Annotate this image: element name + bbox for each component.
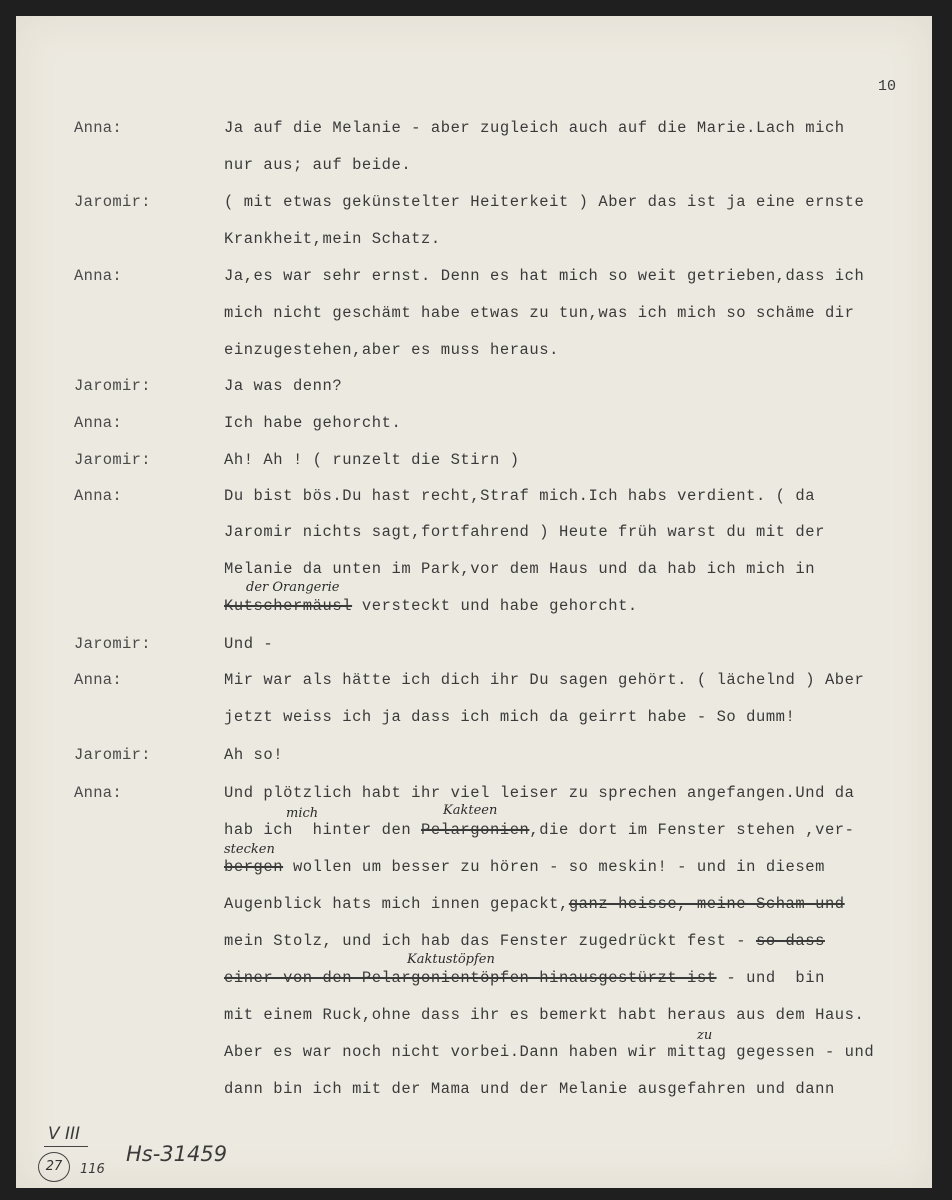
circled-number: 27	[38, 1152, 70, 1182]
handwritten-insertion: Kaktustöpfen	[407, 952, 495, 967]
speaker-label: Jaromir:	[74, 451, 151, 469]
speaker-label: Anna:	[74, 487, 123, 505]
line-text: versteckt und habe gehorcht.	[352, 597, 638, 615]
page-number: 10	[878, 78, 897, 95]
speaker-label: Anna:	[74, 119, 123, 137]
dialogue-line: nur aus; auf beide.	[224, 156, 412, 174]
speaker-label: Anna:	[74, 414, 123, 432]
line-text: hab ich hinter den	[224, 821, 422, 839]
line-text: - und bin	[716, 969, 825, 987]
speaker-label: Anna:	[74, 784, 123, 802]
line-text: wollen um besser zu hören - so meskin! - und in diesem	[283, 858, 825, 876]
dialogue-line: Ja was denn?	[224, 377, 343, 395]
dialogue-line	[224, 821, 855, 839]
dialogue-line: Und -	[224, 635, 274, 653]
speaker-label: Jaromir:	[74, 635, 151, 653]
dialogue-line	[224, 969, 825, 987]
dialogue-line: Ich habe gehorcht.	[224, 414, 402, 432]
dialogue-line: mit einem Ruck,ohne dass ihr es bemerkt habt heraus aus dem Haus.	[224, 1006, 865, 1024]
dialogue-line: jetzt weiss ich ja dass ich mich da geirrt habe - So dumm!	[224, 708, 796, 726]
dialogue-line: Ja auf die Melanie - aber zugleich auch auf die Marie.Lach mich	[224, 119, 845, 137]
dialogue-line: Ah! Ah ! ( runzelt die Stirn )	[224, 451, 520, 469]
volume-underline	[44, 1146, 88, 1147]
dialogue-line	[224, 895, 845, 913]
struck-text: bergen	[224, 858, 284, 876]
dialogue-line: Ja,es war sehr ernst. Denn es hat mich so weit getrieben,dass ich	[224, 267, 865, 285]
dialogue-line: Krankheit,mein Schatz.	[224, 230, 441, 248]
speaker-label: Jaromir:	[74, 746, 151, 764]
handwritten-insertion: Kakteen	[443, 803, 498, 818]
dialogue-line: ( mit etwas gekünstelter Heiterkeit ) Aber das ist ja eine ernste	[224, 193, 865, 211]
folio-number: 116	[80, 1162, 105, 1177]
struck-text: so dass	[755, 932, 825, 950]
archive-signature: Hs-31459	[126, 1142, 228, 1166]
dialogue-line	[224, 597, 638, 615]
dialogue-line: einzugestehen,aber es muss heraus.	[224, 341, 559, 359]
struck-text: ganz heisse, meine Scham und	[568, 895, 845, 913]
line-text: mein Stolz, und ich hab das Fenster zugedrückt fest -	[224, 932, 756, 950]
dialogue-line: dann bin ich mit der Mama und der Melanie ausgefahren und dann	[224, 1080, 835, 1098]
dialogue-line: Ah so!	[224, 746, 284, 764]
line-text: Augenblick hats mich innen gepackt,	[224, 895, 569, 913]
archive-volume-mark: V III	[48, 1124, 81, 1144]
dialogue-line: Melanie da unten im Park,vor dem Haus und da hab ich mich in	[224, 560, 816, 578]
dialogue-line: Aber es war noch nicht vorbei.Dann haben wir mittag gegessen - und	[224, 1043, 875, 1061]
dialogue-line: Du bist bös.Du hast recht,Straf mich.Ich habs verdient. ( da	[224, 487, 816, 505]
struck-text: Pelargonien	[421, 821, 530, 839]
line-text: ,die dort im Fenster stehen ,ver-	[529, 821, 855, 839]
handwritten-insertion: mich	[286, 806, 319, 821]
dialogue-line	[224, 932, 825, 950]
handwritten-insertion: stecken	[224, 842, 275, 857]
dialogue-line: mich nicht geschämt habe etwas zu tun,was ich mich so schäme dir	[224, 304, 855, 322]
dialogue-line: Und plötzlich habt ihr viel leiser zu sprechen angefangen.Und da	[224, 784, 855, 802]
handwritten-insertion: der Orangerie	[246, 580, 340, 595]
speaker-label: Jaromir:	[74, 193, 151, 211]
dialogue-line: Jaromir nichts sagt,fortfahrend ) Heute früh warst du mit der	[224, 523, 825, 541]
dialogue-line: Mir war als hätte ich dich ihr Du sagen gehört. ( lächelnd ) Aber	[224, 671, 865, 689]
speaker-label: Anna:	[74, 267, 123, 285]
struck-text: Kutschermäusl	[224, 597, 353, 615]
handwritten-insertion: zu	[697, 1028, 713, 1043]
struck-text: einer von den Pelargonientöpfen hinausgestürzt ist	[224, 969, 717, 987]
speaker-label: Anna:	[74, 671, 123, 689]
dialogue-line	[224, 858, 825, 876]
speaker-label: Jaromir:	[74, 377, 151, 395]
